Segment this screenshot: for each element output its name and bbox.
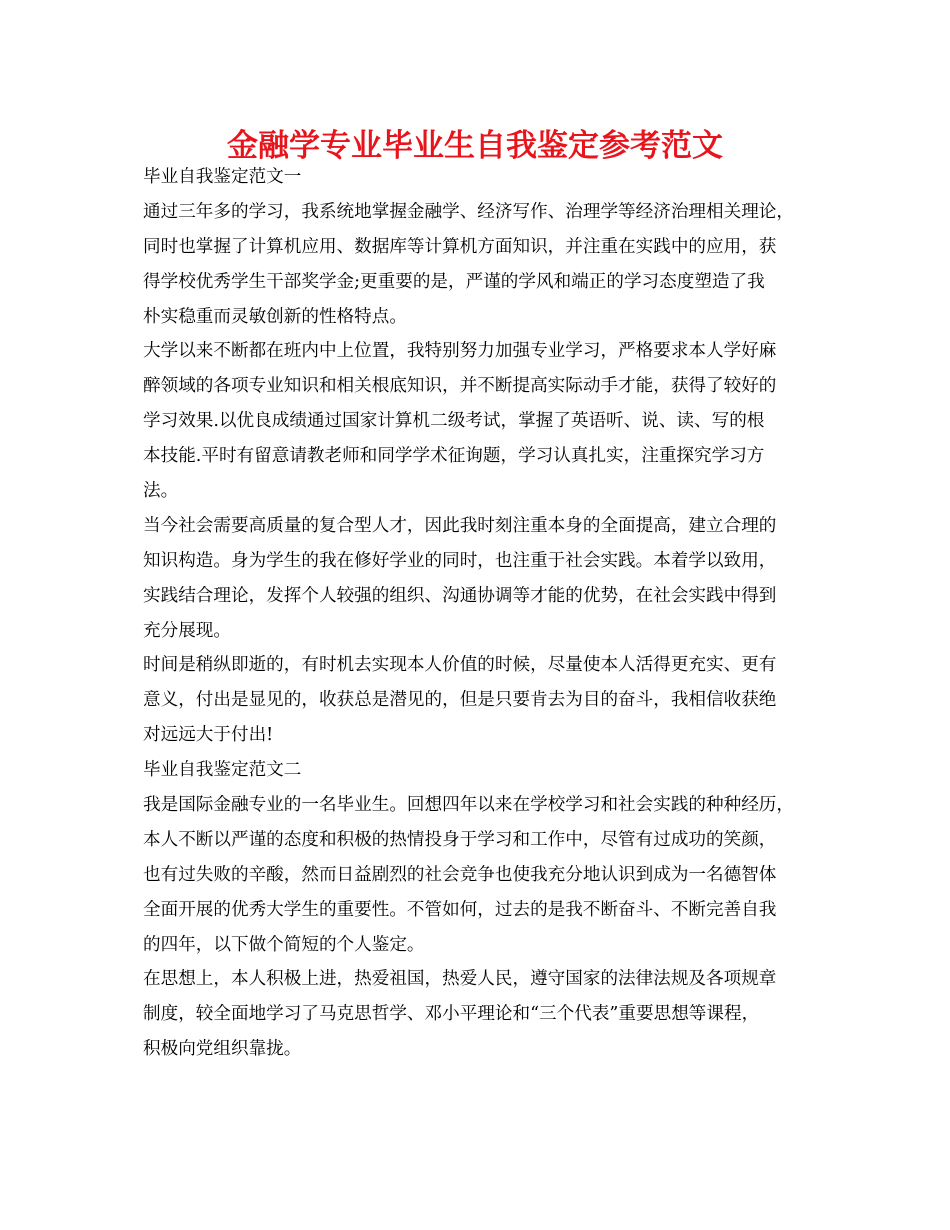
text-line: 醉领域的各项专业知识和相关根底知识，并不断提高实际动手才能，获得了较好的	[143, 376, 777, 397]
text-line: 大学以来不断都在班内中上位置，我特别努力加强专业学习，严格要求本人学好麻	[143, 341, 777, 362]
text-line: 我是国际金融专业的一名毕业生。回想四年以来在学校学习和社会实践的种种经历，	[143, 795, 794, 816]
text-line: 本技能.平时有留意请教老师和同学学术征询题，学习认真扎实，注重探究学习方	[143, 446, 765, 467]
document-body	[143, 160, 843, 1067]
text-line: 知识构造。身为学生的我在修好学业的同时，也注重于社会实践。本着学以致用，	[143, 550, 777, 571]
text-line: 朴实稳重而灵敏创新的性格特点。	[143, 306, 407, 327]
text-line: 时间是稍纵即逝的，有时机去实现本人价值的时候，尽量使本人活得更充实、更有	[143, 655, 777, 676]
text-line: 法。	[143, 481, 179, 502]
text-line: 制度，较全面地学习了马克思哲学、邓小平理论和“三个代表”重要思想等课程，	[143, 1004, 760, 1025]
text-line: 毕业自我鉴定范文二	[143, 760, 302, 781]
text-line: 当今社会需要高质量的复合型人才，因此我时刻注重本身的全面提高，建立合理的	[143, 515, 777, 536]
text-line: 在思想上，本人积极上进，热爱祖国，热爱人民，遵守国家的法律法规及各项规章	[143, 969, 777, 990]
text-line: 本人不断以严谨的态度和积极的热情投身于学习和工作中，尽管有过成功的笑颜，	[143, 829, 777, 850]
text-line: 全面开展的优秀大学生的重要性。不管如何，过去的是我不断奋斗、不断完善自我	[143, 899, 777, 920]
text-line: 实践结合理论，发挥个人较强的组织、沟通协调等才能的优势，在社会实践中得到	[143, 585, 777, 606]
text-line: 对远远大于付出!	[143, 725, 274, 746]
text-line: 充分展现。	[143, 620, 231, 641]
text-line: 也有过失败的辛酸，然而日益剧烈的社会竞争也使我充分地认识到成为一名德智体	[143, 864, 777, 885]
text-line: 积极向党组织靠拢。	[143, 1039, 302, 1060]
text-line: 毕业自我鉴定范文一	[143, 167, 302, 187]
text-line: 学习效果.以优良成绩通过国家计算机二级考试，掌握了英语听、说、读、写的根	[143, 411, 765, 432]
text-line: 的四年，以下做个简短的个人鉴定。	[143, 934, 425, 955]
text-line: 得学校优秀学生干部奖学金;更重要的是，严谨的学风和端正的学习态度塑造了我	[143, 271, 765, 292]
document-title: 金融学专业毕业生自我鉴定参考范文	[227, 128, 723, 164]
text-line: 意义，付出是显见的，收获总是潜见的，但是只要肯去为目的奋斗，我相信收获绝	[143, 690, 777, 711]
text-line: 同时也掌握了计算机应用、数据库等计算机方面知识，并注重在实践中的应用，获	[143, 236, 777, 257]
text-line: 通过三年多的学习，我系统地掌握金融学、经济写作、治理学等经济治理相关理论，	[143, 201, 794, 222]
